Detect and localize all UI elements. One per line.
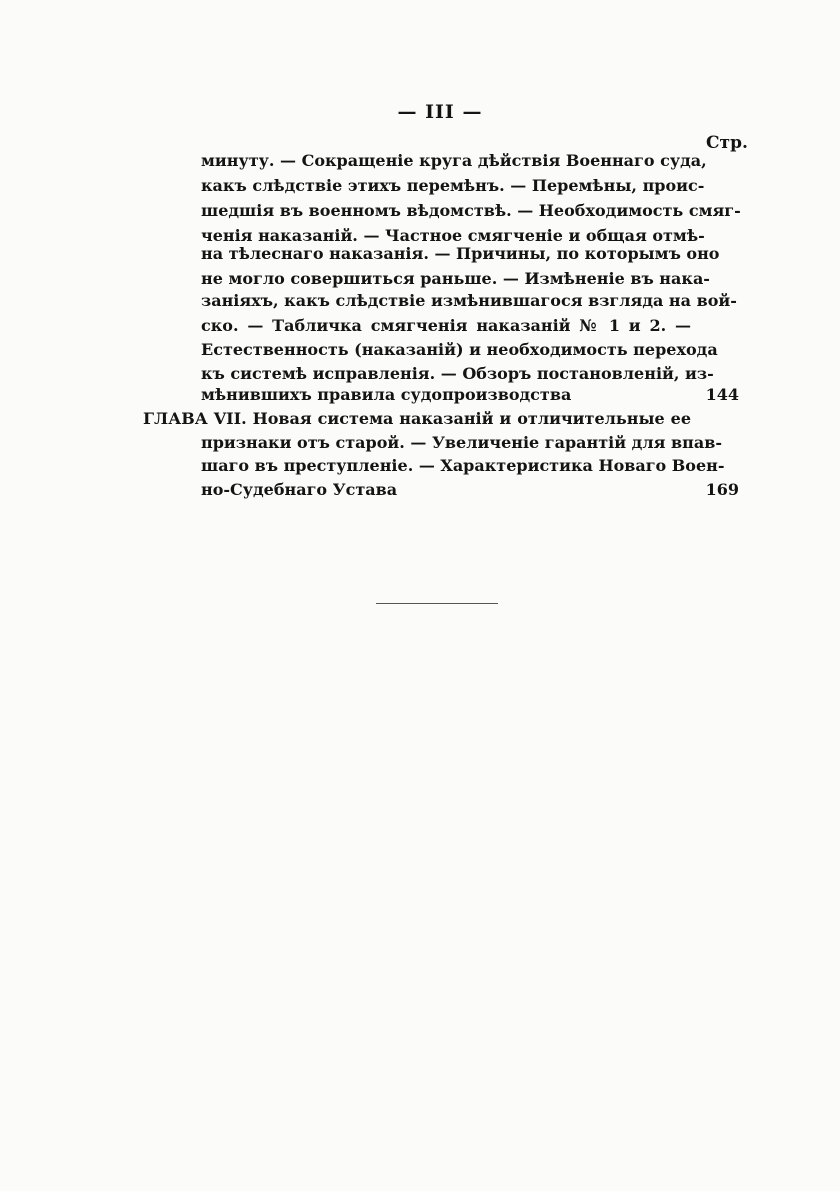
toc-line: мѣнившихъ правила судопроизводства (201, 385, 572, 404)
toc-line: но-Судебнаго Устава (201, 480, 398, 499)
toc-line: какъ слѣдствiе этихъ перемѣнъ. — Перемѣны, проис- (201, 176, 705, 195)
toc-line: шаго въ преступленiе. — Характеристика Новаго Воен- (201, 456, 725, 475)
toc-line: занiяхъ, какъ слѣдствiе измѣнившагося взгляда на вой- (201, 291, 737, 310)
toc-line: ско. — Табличка смягченiя наказанiй № 1 и 2. — (201, 316, 691, 335)
toc-line: признаки отъ старой. — Увеличенiе гарантiй для впав- (201, 433, 722, 452)
page-column-label: Стр. (706, 133, 748, 153)
page-reference: 144 (705, 385, 739, 404)
toc-line: къ системѣ исправленiя. — Обзоръ постановленiй, из- (201, 364, 714, 383)
chapter-heading-line: ГЛАВА VII. Новая система наказанiй и отличительные ее (143, 409, 691, 428)
page-reference: 169 (705, 480, 739, 499)
page-number: — III — (397, 101, 483, 123)
toc-line: Естественность (наказанiй) и необходимость перехода (201, 340, 718, 359)
closing-rule (376, 603, 498, 604)
toc-line: на тѣлеснаго наказанiя. — Причины, по которымъ оно (201, 244, 720, 263)
toc-line: минуту. — Сокращенiе круга дѣйствiя Военнаго суда, (201, 151, 707, 170)
toc-line: не могло совершиться раньше. — Измѣненiе въ нака- (201, 269, 710, 288)
toc-line: шедшiя въ военномъ вѣдомствѣ. — Необходимость смяг- (201, 201, 741, 220)
toc-line: ченiя наказанiй. — Частное смягченiе и общая отмѣ- (201, 226, 705, 245)
